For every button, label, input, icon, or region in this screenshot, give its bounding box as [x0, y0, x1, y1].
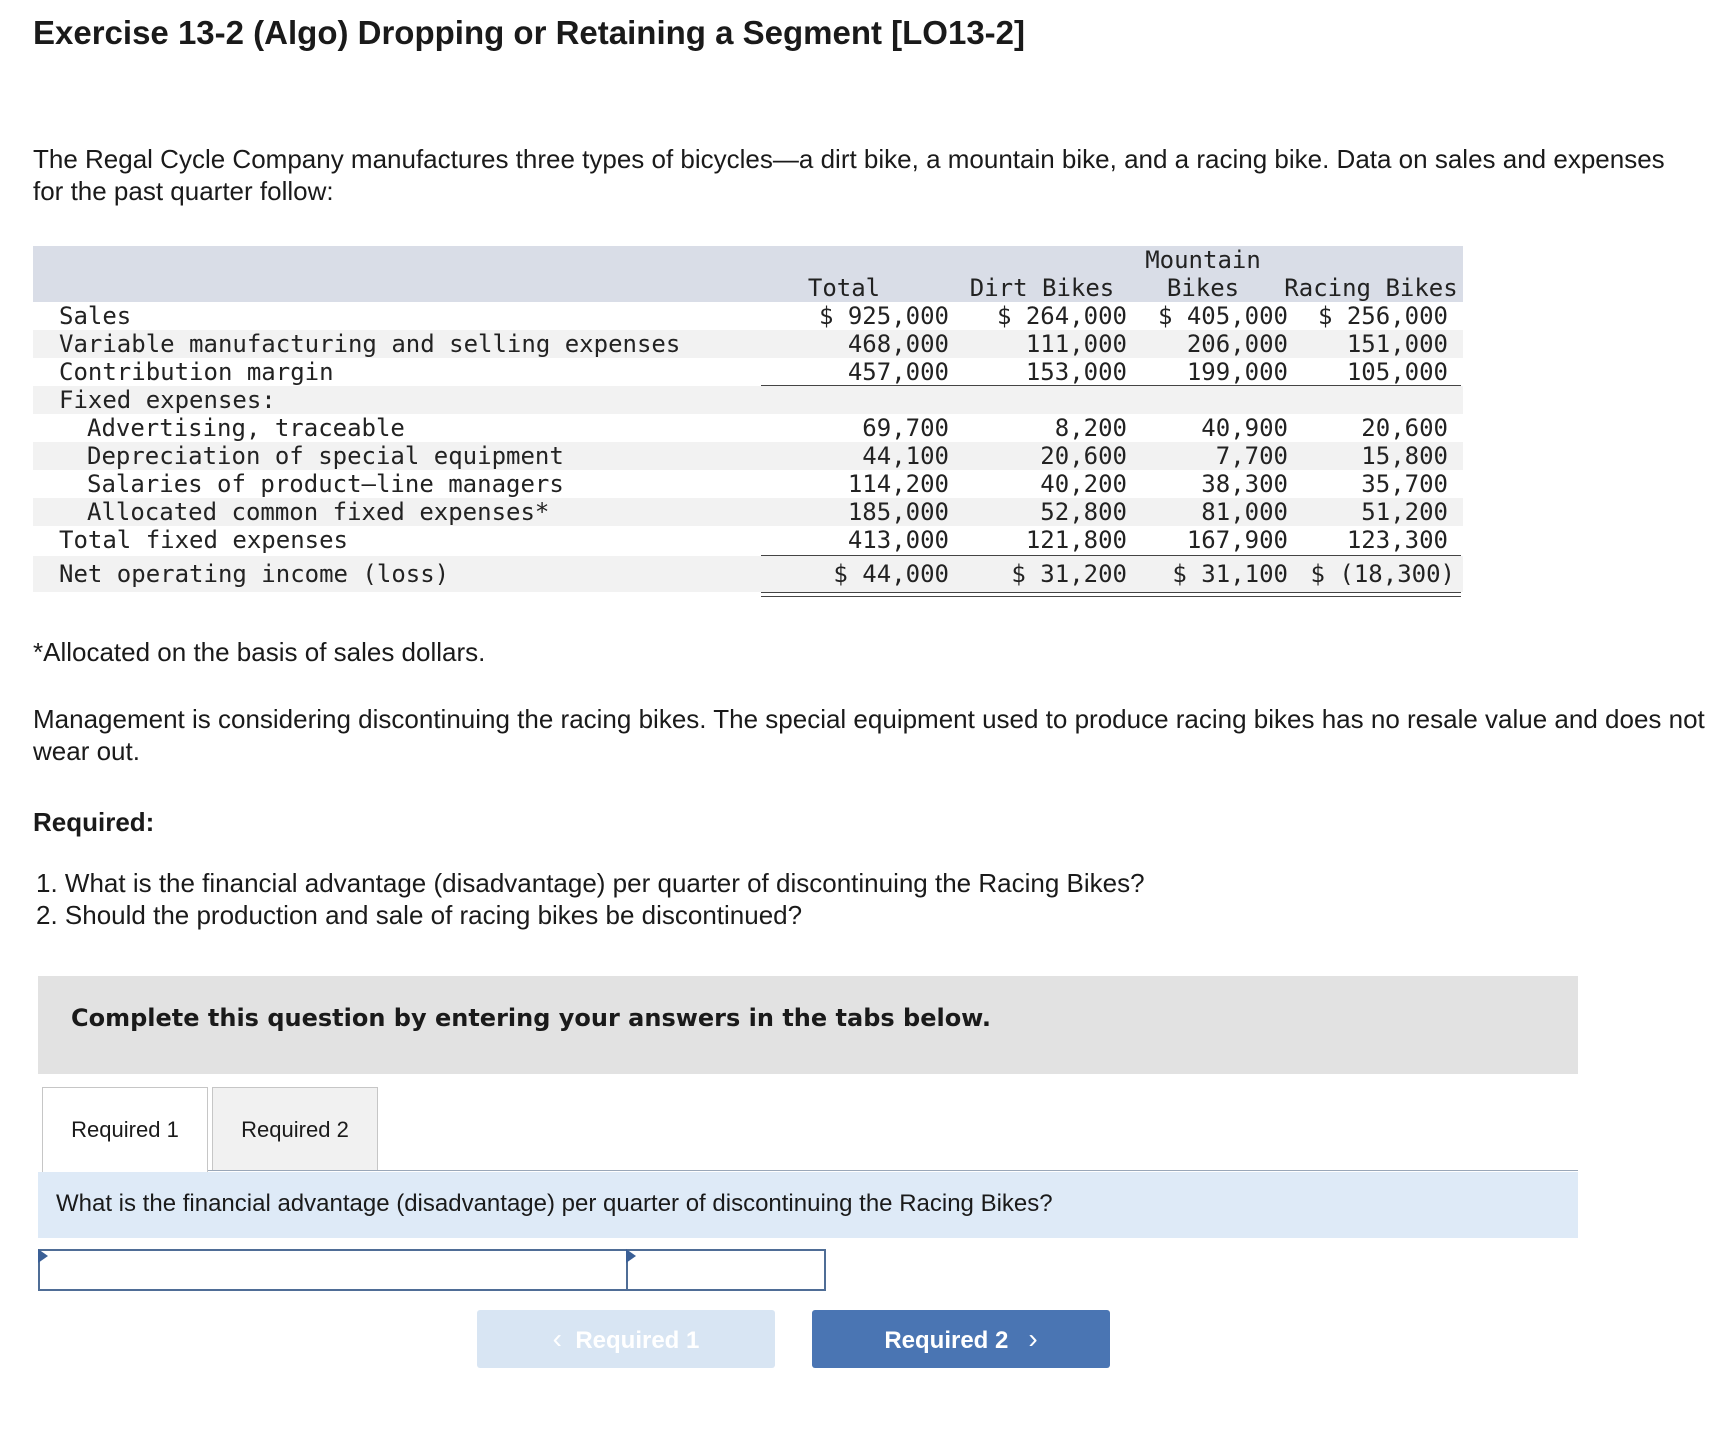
cell-mountain: 40,900 — [1201, 414, 1288, 442]
requirements-list — [36, 867, 1145, 931]
cell-mountain: $ 405,000 — [1157, 302, 1288, 330]
chevron-right-icon: › — [1028, 1323, 1038, 1354]
header-mountain-bikes-line1: Mountain — [1145, 246, 1261, 274]
cell-mountain: 206,000 — [1186, 330, 1288, 358]
footnote: *Allocated on the basis of sales dollars. — [33, 637, 486, 667]
cell-mountain: 199,000 — [1186, 358, 1288, 386]
cell-racing: $ (18,300) — [1310, 560, 1455, 588]
answer-label-input[interactable] — [40, 1251, 630, 1291]
cell-racing: $ 256,000 — [1317, 302, 1448, 330]
cell-total: 44,100 — [862, 442, 949, 470]
cell-dirt: $ 31,200 — [1011, 560, 1127, 588]
row-label: Total fixed expenses — [59, 526, 348, 554]
header-mountain-bikes-line2: Bikes — [1166, 274, 1240, 302]
cell-racing: 123,300 — [1346, 526, 1448, 554]
instructions-text: Complete this question by entering your answers in the tabs below. — [71, 1004, 991, 1032]
cell-dirt: 40,200 — [1040, 470, 1127, 498]
next-button-label: Required 2 — [884, 1327, 1009, 1354]
tab-required-2[interactable]: Required 2 — [212, 1087, 378, 1171]
page-title: Exercise 13-2 (Algo) Dropping or Retaining a Segment [LO13-2] — [33, 14, 1026, 51]
question-text: What is the financial advantage (disadvantage) per quarter of discontinuing the Racing Bikes? — [56, 1190, 1053, 1217]
row-label: Variable manufacturing and selling expenses — [59, 330, 681, 358]
row-label: Net operating income (loss) — [59, 560, 450, 588]
prev-required-button[interactable] — [477, 1310, 775, 1368]
cell-dirt: 153,000 — [1025, 358, 1127, 386]
row-label: Salaries of product–line managers — [87, 470, 564, 498]
cell-total: 185,000 — [847, 498, 949, 526]
table-row — [33, 358, 1463, 386]
row-label: Advertising, traceable — [87, 414, 405, 442]
cell-mountain: $ 31,100 — [1172, 560, 1288, 588]
total-double-rule — [761, 592, 1461, 597]
requirement-item: 1. What is the financial advantage (disadvantage) per quarter of discontinuing the Racing Bikes? — [36, 868, 1145, 898]
cell-dirt: 52,800 — [1040, 498, 1127, 526]
header-total: Total — [807, 274, 881, 302]
cell-racing: 15,800 — [1361, 442, 1448, 470]
cell-total: $ 44,000 — [833, 560, 949, 588]
cell-total: $ 925,000 — [818, 302, 949, 330]
answer-label-field[interactable] — [38, 1249, 628, 1291]
answer-amount-field[interactable] — [626, 1249, 826, 1291]
cell-racing: 35,700 — [1361, 470, 1448, 498]
tab-required-1[interactable]: Required 1 — [42, 1087, 208, 1173]
dropdown-marker-icon — [626, 1249, 636, 1263]
table-row — [33, 414, 1463, 442]
cell-racing: 151,000 — [1346, 330, 1448, 358]
next-required-button[interactable] — [812, 1310, 1110, 1368]
table-row — [33, 330, 1463, 358]
cell-mountain: 38,300 — [1201, 470, 1288, 498]
subtotal-rule — [761, 555, 1461, 556]
table-row — [33, 386, 1463, 414]
cell-total: 457,000 — [847, 358, 949, 386]
cell-mountain: 81,000 — [1201, 498, 1288, 526]
cell-total: 413,000 — [847, 526, 949, 554]
row-label: Contribution margin — [59, 358, 334, 386]
cell-total: 114,200 — [847, 470, 949, 498]
table-row — [33, 498, 1463, 526]
cell-racing: 20,600 — [1361, 414, 1448, 442]
cell-dirt: $ 264,000 — [996, 302, 1127, 330]
cell-racing: 51,200 — [1361, 498, 1448, 526]
row-label: Sales — [59, 302, 132, 330]
management-paragraph: Management is considering discontinuing the racing bikes. The special equipment used to produce racing bikes has no resale value and does not wear out. — [33, 704, 1705, 766]
header-dirt-bikes: Dirt Bikes — [969, 274, 1115, 302]
row-label: Fixed expenses: — [59, 386, 276, 414]
cell-dirt: 111,000 — [1025, 330, 1127, 358]
cell-racing: 105,000 — [1346, 358, 1448, 386]
instructions-panel — [38, 976, 1578, 1074]
chevron-left-icon: ‹ — [552, 1323, 562, 1354]
requirement-item: 2. Should the production and sale of racing bikes be discontinued? — [36, 900, 803, 930]
table-row — [33, 302, 1463, 330]
table-row — [33, 556, 1463, 592]
subtotal-rule — [761, 385, 1461, 386]
cell-mountain: 7,700 — [1215, 442, 1288, 470]
dropdown-marker-icon — [38, 1249, 48, 1263]
cell-dirt: 121,800 — [1025, 526, 1127, 554]
cell-total: 69,700 — [862, 414, 949, 442]
table-row — [33, 526, 1463, 554]
answer-amount-input[interactable] — [628, 1251, 828, 1291]
row-label: Allocated common fixed expenses* — [87, 498, 550, 526]
header-racing-bikes: Racing Bikes — [1284, 274, 1458, 302]
question-bar — [38, 1172, 1578, 1238]
table-row — [33, 442, 1463, 470]
cell-dirt: 8,200 — [1054, 414, 1127, 442]
cell-total: 468,000 — [847, 330, 949, 358]
cell-mountain: 167,900 — [1186, 526, 1288, 554]
table-row — [33, 470, 1463, 498]
tab-divider — [208, 1170, 1578, 1171]
required-heading: Required: — [33, 807, 155, 837]
prev-button-label: Required 1 — [575, 1327, 700, 1354]
row-label: Depreciation of special equipment — [87, 442, 564, 470]
intro-paragraph: The Regal Cycle Company manufactures three types of bicycles—a dirt bike, a mountain bike, and a racing bike. Data on sales and expenses for the past quarter follow: — [33, 144, 1665, 206]
cell-dirt: 20,600 — [1040, 442, 1127, 470]
